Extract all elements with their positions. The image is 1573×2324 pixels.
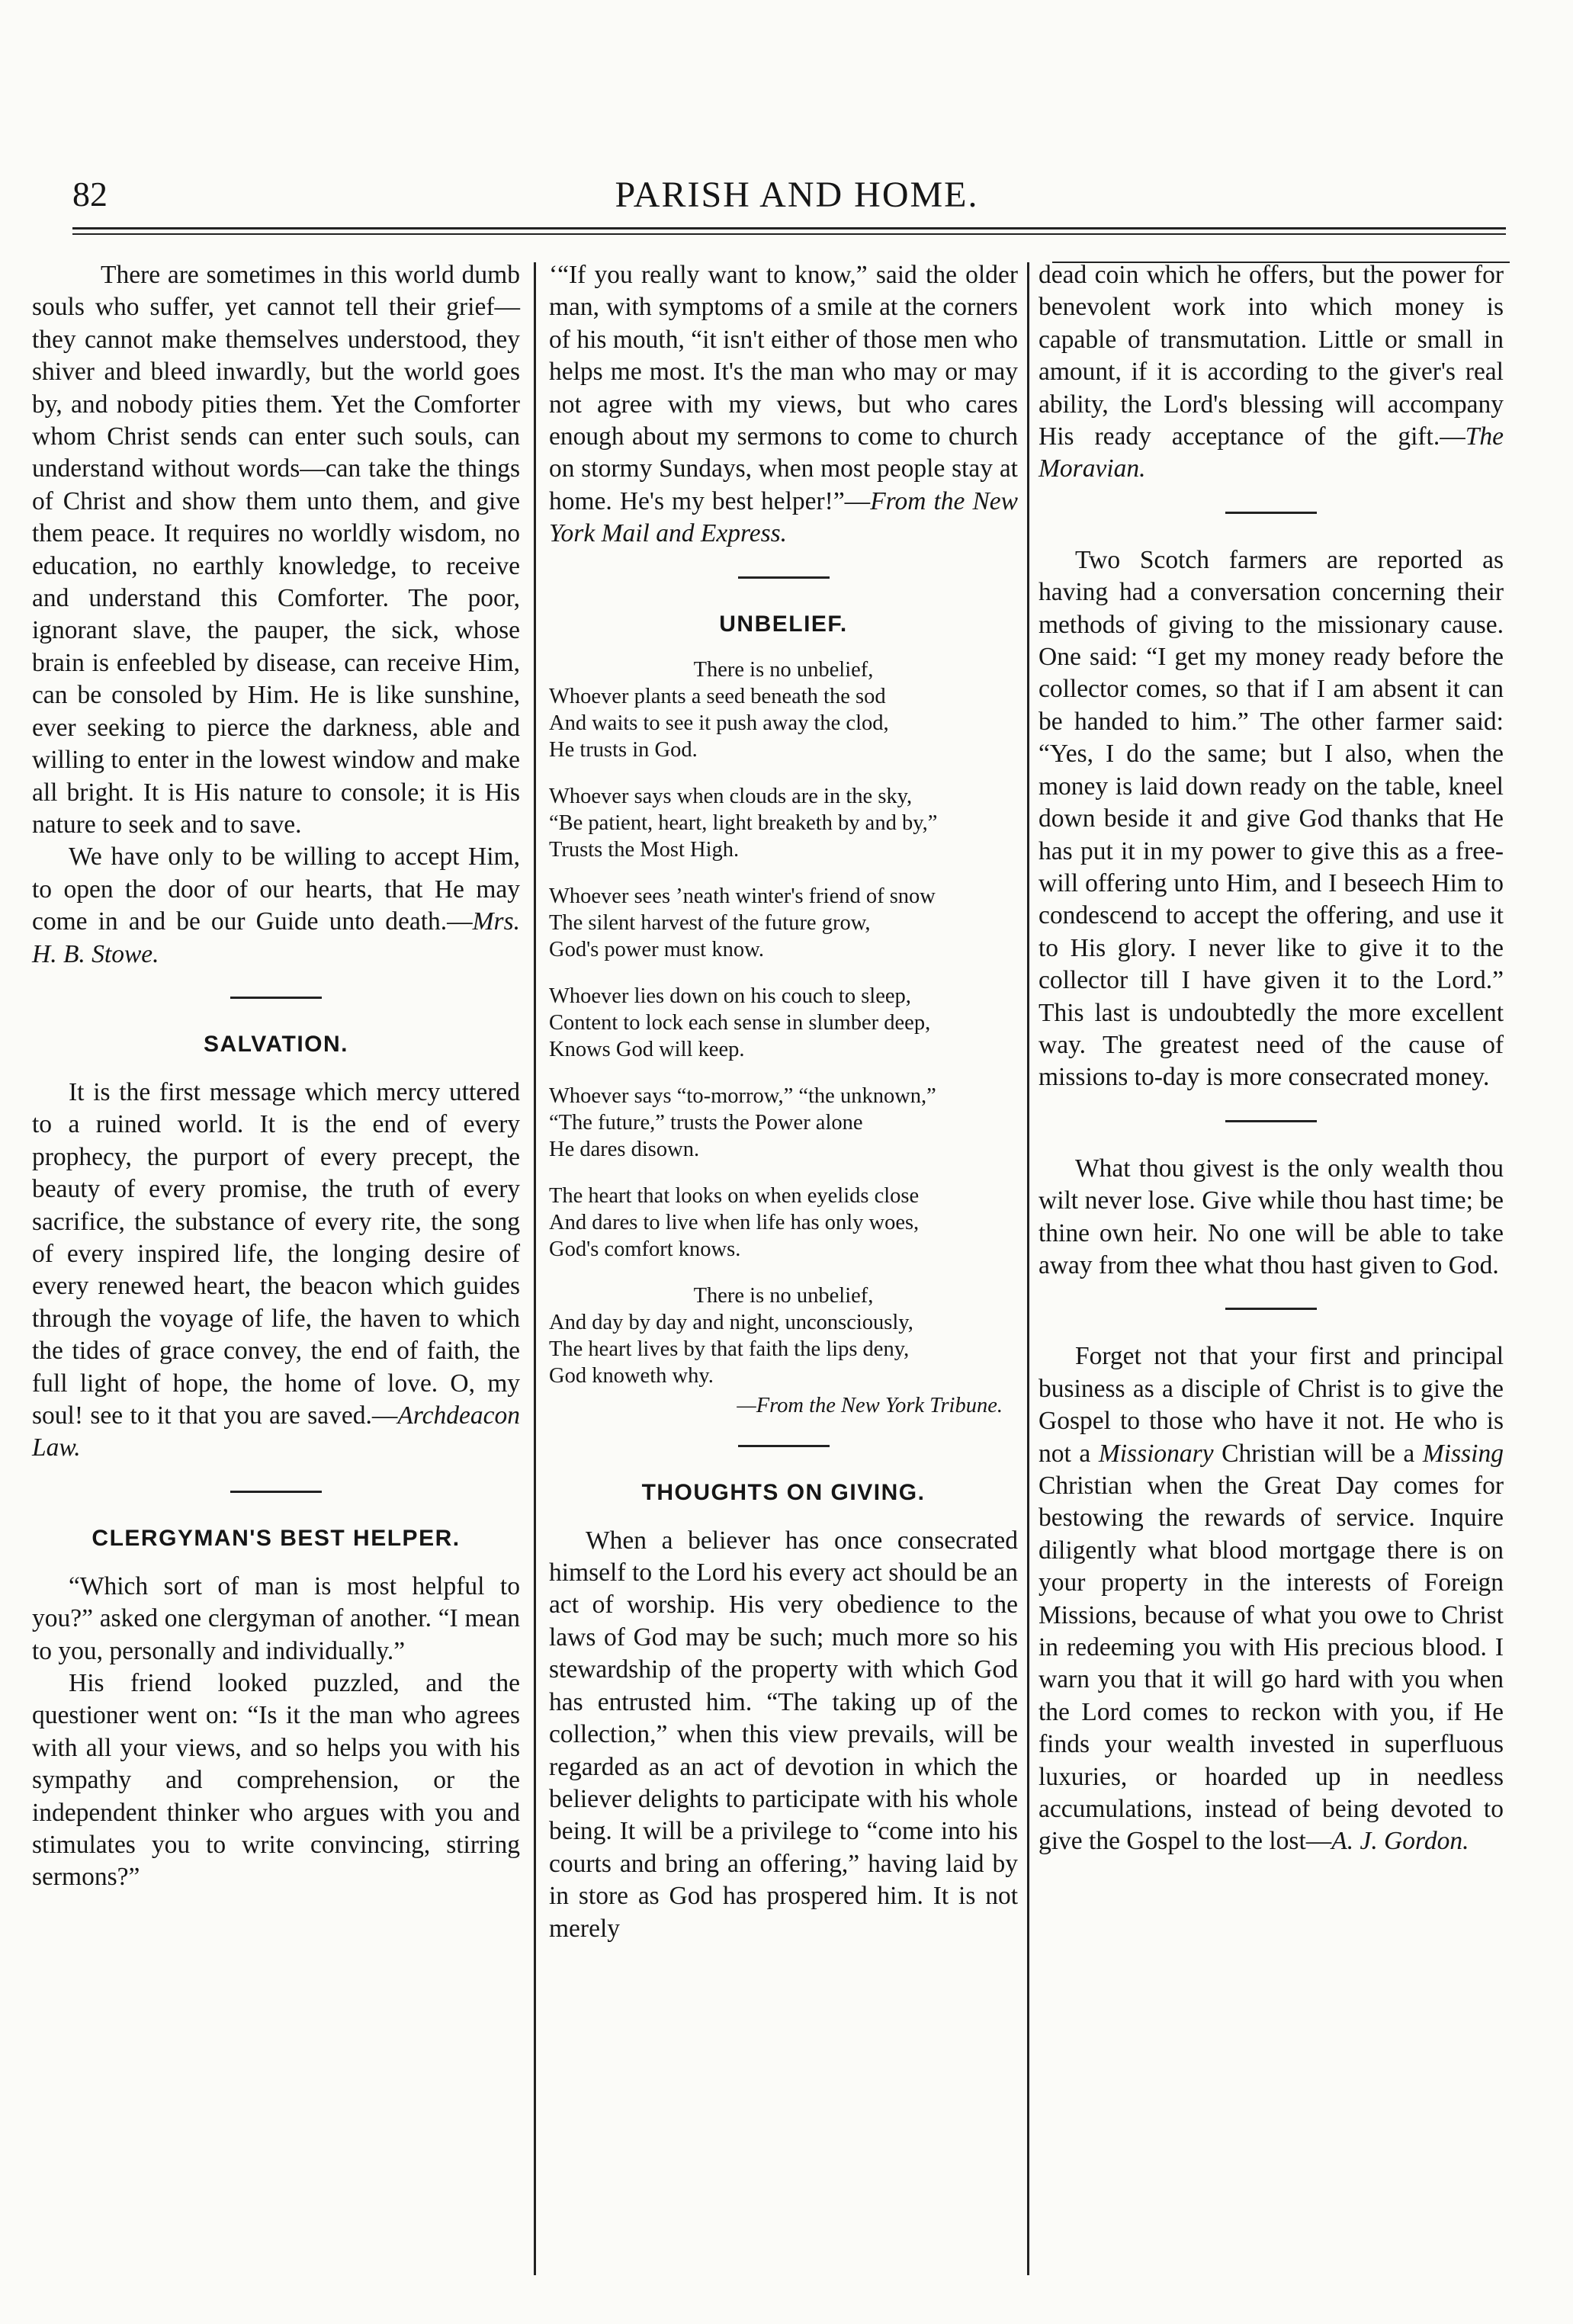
poem-line: “Be patient, heart, light breaketh by and by,”: [549, 811, 938, 835]
poem-credit: —From the New York Tribune.: [737, 1393, 1003, 1417]
salvation-heading: SALVATION.: [204, 1031, 348, 1057]
poem-stanza: [549, 1183, 1018, 1263]
poem-line: And waits to see it push away the clod,: [549, 711, 889, 735]
header-rule-thick: [72, 227, 1506, 230]
poem-line: Whoever lies down on his couch to sleep,: [549, 984, 911, 1008]
poem-stanza: [549, 883, 1018, 963]
column-3: [1039, 259, 1504, 1858]
section-separator: [230, 1491, 322, 1493]
poem-line: And dares to live when life has only woes,: [549, 1210, 920, 1234]
missionary-word: Missionary: [1098, 1439, 1214, 1468]
column-divider-1: [534, 262, 536, 2275]
comforter-paragraph: There are sometimes in this world dumb souls who suffer, yet cannot tell their grief—they cannot make themselves understood, they shiver and bleed inwardly, but the world goes by, and nobody pities them. Yet the Comforter whom Christ sends can enter such souls, can understand without words—can take the things of Christ and show them unto them, and give them peace. It requires no worldly wisdom, no education, no earthly knowledge, to receive and understand this Comforter. The poor, ignorant slave, the pauper, the sick, whose brain is enfeebled by disease, can receive Him, can be consoled by Him. He is like sunshine, ever seeking to pierce the darkness, able and willing to enter in the lowest window and make all bright. It is His nature to console; it is His nature to seek and to save.: [32, 261, 520, 839]
poem-line: God knoweth why.: [549, 1363, 714, 1388]
poem-line: Whoever says when clouds are in the sky,: [549, 784, 913, 808]
section-separator: [1225, 1120, 1317, 1122]
poem-line: Content to lock each sense in slumber deep,: [549, 1010, 931, 1035]
clergyman-paragraph-1: “Which sort of man is most helpful to you?” asked one clergyman of another. “I mean to you, personally and individually.”: [32, 1571, 520, 1665]
poem-stanza: [549, 1083, 1018, 1163]
page-header: [72, 174, 1521, 235]
giving-paragraph: When a believer has once consecrated himself to the Lord his every act should be an act of worship. His very obedience to the laws of God may be such; much more so his stewardship of the property with which God has entrusted him. “The taking up of the collection,” when this view prevails, will be regarded as an act of devotion in which the believer delights to participate with his whole being. It will be a privilege to “come into his courts and bring an offering,” having laid by in store as God has prospered him. It is not merely: [549, 1526, 1018, 1943]
section-separator: [738, 576, 830, 579]
salvation-attribution: Archdeacon Law.: [32, 1401, 520, 1462]
poem-line: Whoever sees ’neath winter's friend of snow: [549, 884, 936, 908]
giving-attribution: The Moravian.: [1039, 422, 1504, 483]
unbelief-heading: UNBELIEF.: [719, 611, 848, 637]
column-divider-2: [1027, 262, 1029, 2275]
givest-paragraph: What thou givest is the only wealth thou wilt never lose. Give while thou hast time; be thine own heir. No one will be able to take away from thee what thou hast given to God.: [1039, 1154, 1504, 1279]
section-separator: [738, 1445, 830, 1447]
clergyman-continued: ‘“If you really want to know,” said the older man, with symptoms of a smile at the corners of his mouth, “it isn't either of those men who helps me most. It's the man who may or may not agree with my views, but who cares enough about my sermons to come to church on stormy Sundays, when most people stay at home. He's my best helper!”—From the New York Mail and Express.: [549, 261, 1018, 548]
poem-line: There is no unbelief,: [693, 657, 874, 682]
page-number: 82: [72, 175, 108, 213]
clergyman-attribution: From the New York Mail and Express.: [549, 486, 1018, 548]
gordon-attribution: A. J. Gordon.: [1331, 1827, 1469, 1856]
poem-line: “The future,” trusts the Power alone: [549, 1110, 863, 1135]
poem-stanza: [549, 983, 1018, 1063]
poem-line: Knows God will keep.: [549, 1037, 745, 1061]
clergyman-heading: CLERGYMAN'S BEST HELPER.: [91, 1525, 461, 1551]
salvation-paragraph: It is the first message which mercy uttered to a ruined world. It is the end of every prophecy, the purport of every precept, the beauty of every promise, the truth of every sacrifice, the substance of every rite, the song of every inspired life, the longing desire of every renewed heart, the beacon which guides through the voyage of life, the haven to which the tides of grace convey, the end of faith, the full light of hope, the home of love. O, my soul! see to it that you are saved.—Archdeacon Law.: [32, 1077, 520, 1462]
poem-stanza: [549, 783, 1018, 863]
comforter-attribution: Mrs. H. B. Stowe.: [32, 907, 520, 968]
poem-line: There is no unbelief,: [693, 1283, 874, 1308]
section-separator: [230, 997, 322, 999]
scotch-farmers-paragraph: Two Scotch farmers are reported as having had a conversation concerning their methods of giving to the missionary cause. One said: “I get my money ready before the collector comes, so that if I am absent it can be handed to him.” The other farmer said: “Yes, I do the same; but I also, when the money is laid down ready on the table, kneel down beside it and give God thanks that He has put it in my power to give this as a free-will offering unto Him, and I beseech Him to condescend to accept the offering, and use it to His glory. I never like to give it to the collector till I have given it to the Lord.” This last is undoubtedly the more excellent way. The greatest need of the cause of missions to-day is more consecrated money.: [1039, 545, 1504, 1092]
section-separator: [1225, 512, 1317, 514]
column-2: [549, 259, 1018, 1945]
journal-title: PARISH AND HOME.: [615, 175, 979, 215]
poem-line: He dares disown.: [549, 1137, 700, 1161]
section-separator: [1225, 1308, 1317, 1310]
poem-line: Trusts the Most High.: [549, 837, 740, 862]
unbelief-poem: [549, 656, 1018, 1419]
poem-line: The heart that looks on when eyelids close: [549, 1183, 920, 1208]
poem-line: God's comfort knows.: [549, 1237, 741, 1261]
comforter-closing: We have only to be willing to accept Him, to open the door of our hearts, that He may come in and be our Guide unto death.—Mrs. H. B. Stowe.: [32, 843, 520, 968]
poem-stanza: [549, 656, 1018, 763]
poem-line: And day by day and night, unconsciously,: [549, 1310, 913, 1334]
poem-line: God's power must know.: [549, 937, 764, 961]
forget-not-paragraph: Forget not that your first and principal business as a disciple of Christ is to give the Gospel to those who have it not. He who is not a Missionary Christian will be a Missing Christian when the Great Day comes for bestowing the rewards of service. Inquire diligently what blood mortgage there is on your property in the interests of Foreign Missions, because of what you owe to Christ in redeeming you with His precious blood. I warn you that it will go hard with you when the Lord comes to reckon with you, if He finds your wealth invested in superfluous luxuries, or hoarded up in needless accumulations, instead of being devoted to give the Gospel to the lost—A. J. Gordon.: [1039, 1342, 1504, 1856]
poem-line: He trusts in God.: [549, 737, 698, 762]
missing-word: Missing: [1422, 1439, 1504, 1468]
poem-line: The silent harvest of the future grow,: [549, 910, 871, 935]
poem-line: The heart lives by that faith the lips deny,: [549, 1337, 910, 1361]
giving-heading: THOUGHTS ON GIVING.: [641, 1479, 926, 1505]
poem-line: Whoever plants a seed beneath the sod: [549, 684, 886, 708]
giving-continued: dead coin which he offers, but the power for benevolent work into which money is capable of transmutation. Little or small in amount, if it is according to the giver's real ability, the Lord's blessing will accompany His ready acceptance of the gift.—The Moravian.: [1039, 261, 1504, 483]
clergyman-paragraph-2: His friend looked puzzled, and the questioner went on: “Is it the man who agrees with all your views, and so helps you with his sympathy and comprehension, or the independent thinker who argues with you and stimulates you to write convincing, stirring sermons?”: [32, 1669, 520, 1892]
header-rule-thin: [72, 233, 1506, 235]
poem-stanza: [549, 1282, 1018, 1419]
poem-line: Whoever says “to-morrow,” “the unknown,”: [549, 1083, 936, 1108]
column-1: [32, 259, 520, 1894]
